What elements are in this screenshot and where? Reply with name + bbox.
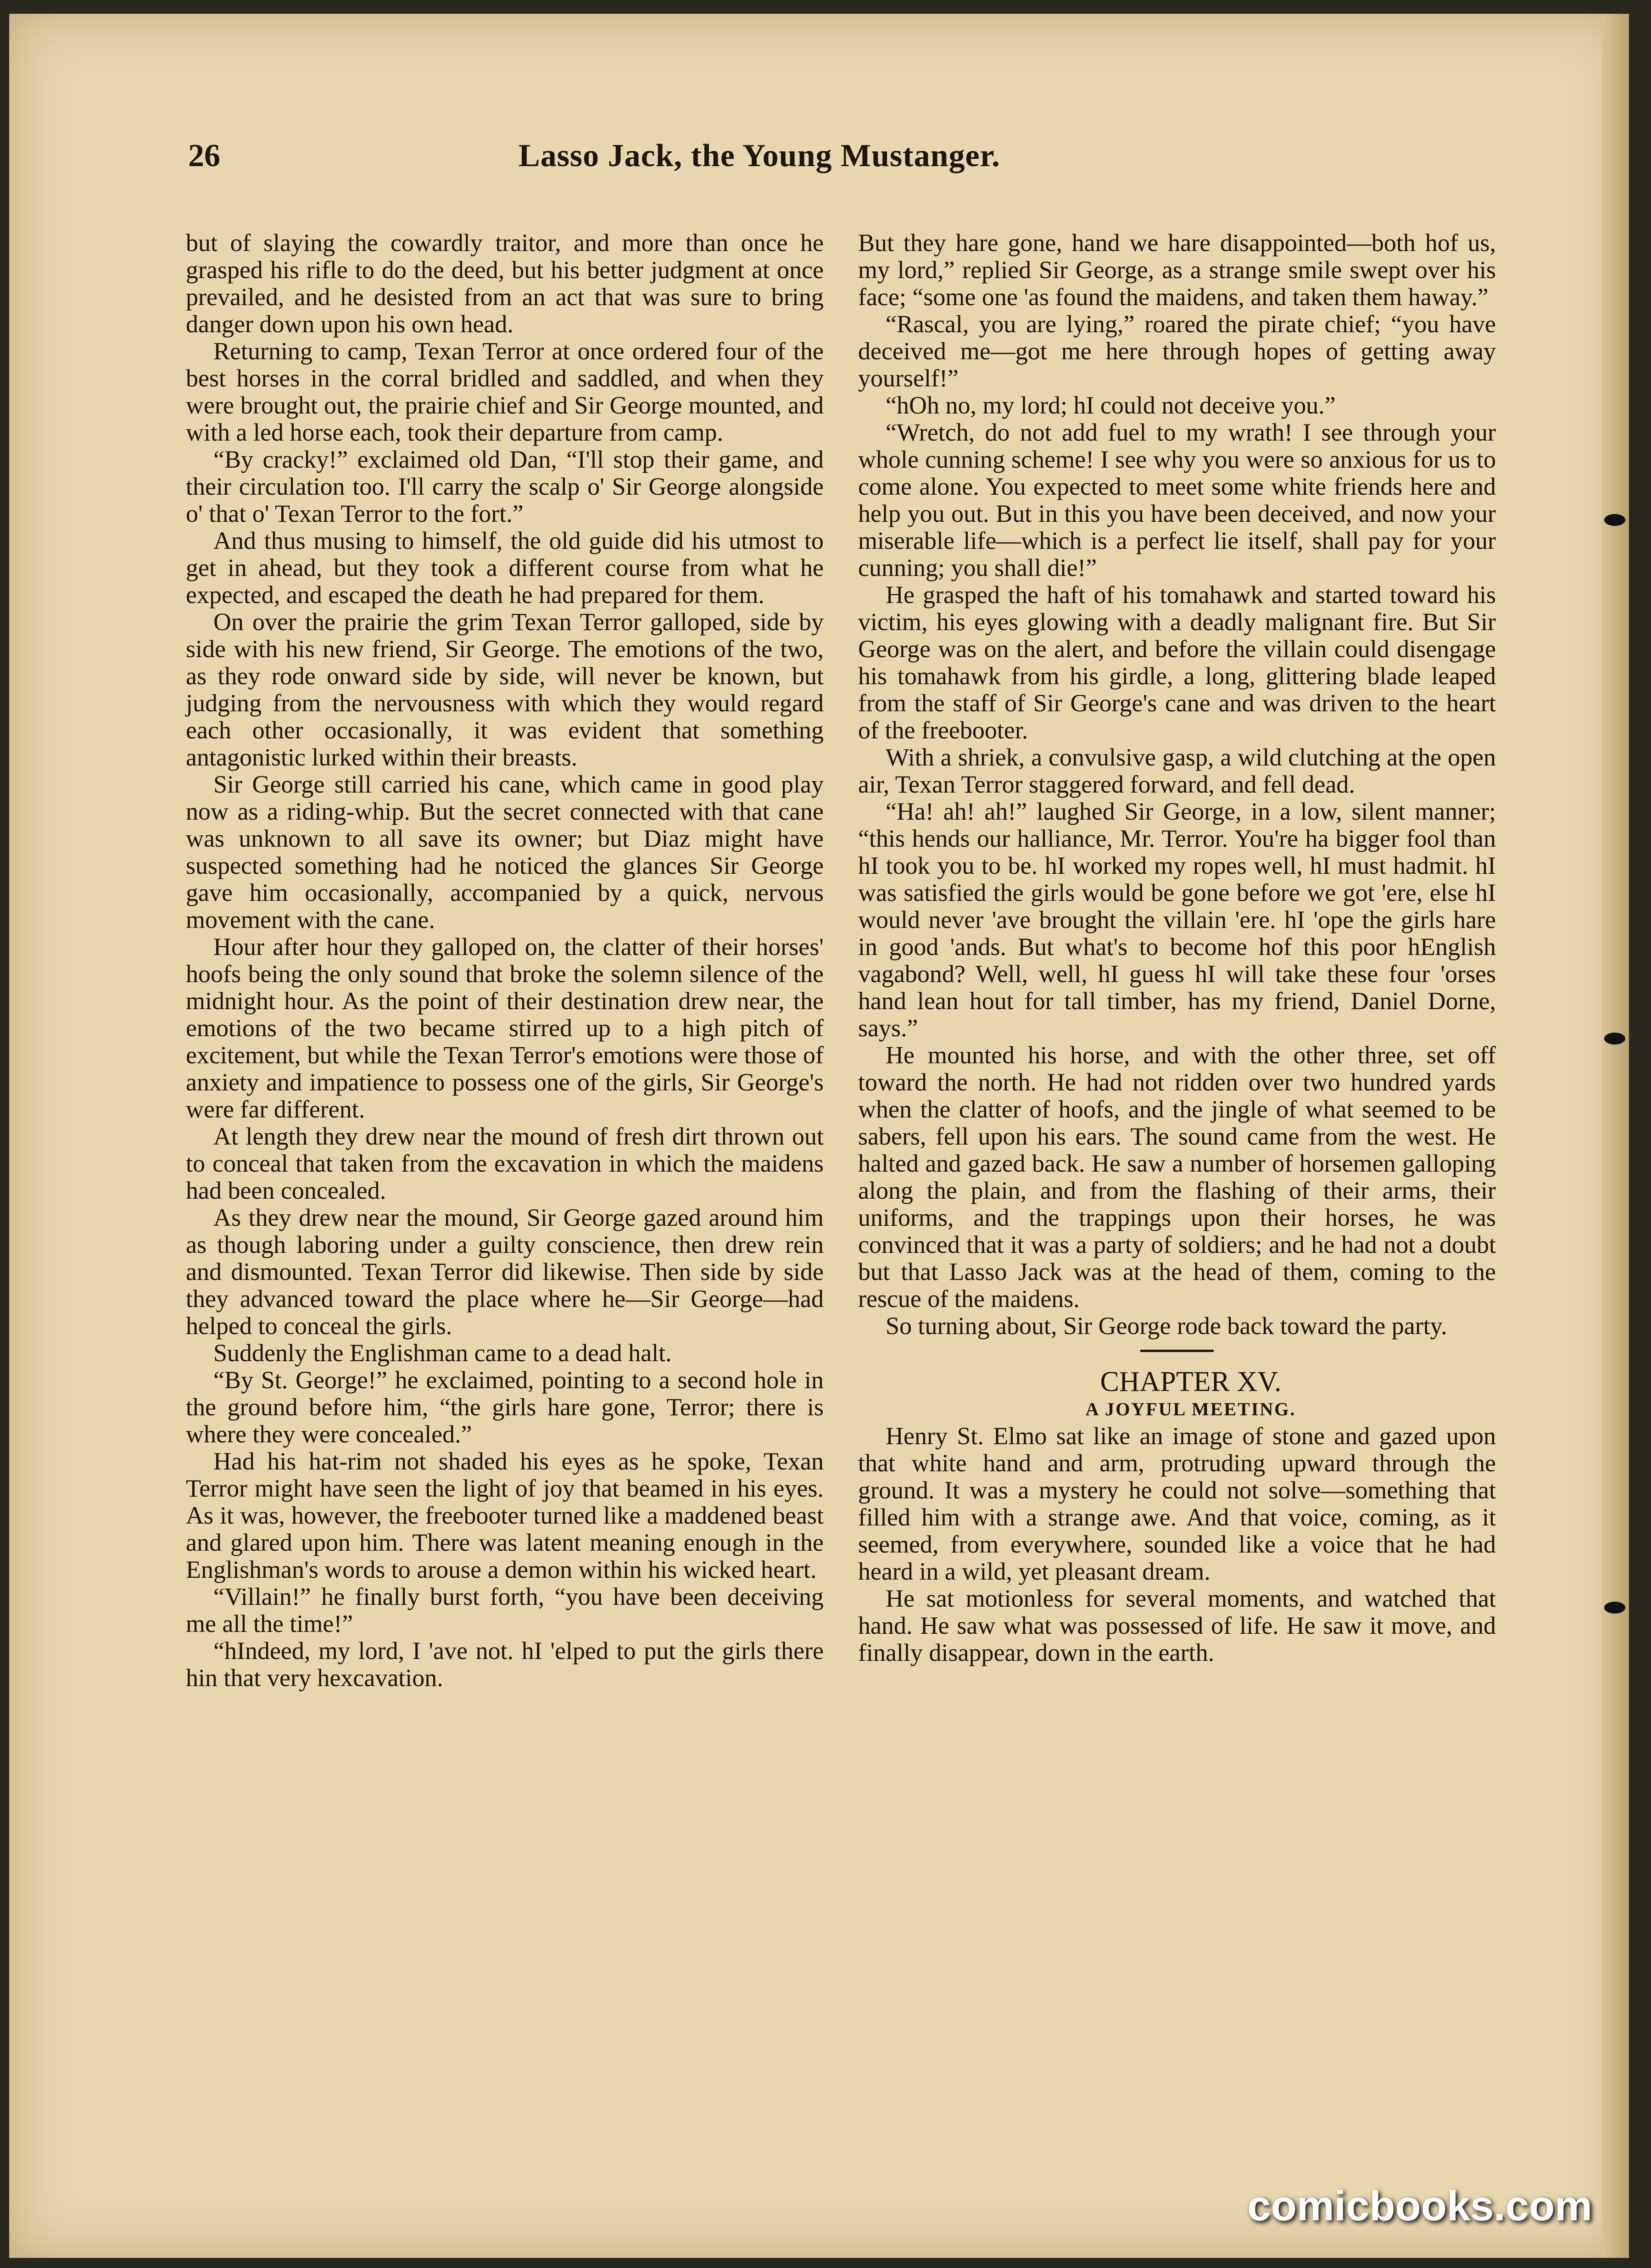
paragraph: but of slaying the cowardly traitor, and more than once he grasped his rifle to do the deed, but his better judgment at once prevailed, and he desisted from an act that was sure to bring danger down upon his own head. [186, 229, 824, 338]
paragraph: On over the prairie the grim Texan Terror galloped, side by side with his new friend, Sir George. The emotions of the two, as they rode onward side by side, will never be known, but judging from the nervousness with which they would regard each other occasionally, it was evident that something antagonistic lurked within their breasts. [186, 608, 824, 771]
left-column [186, 229, 824, 1692]
printed-page [9, 14, 1629, 2258]
paragraph: “By cracky!” exclaimed old Dan, “I'll stop their game, and their circulation too. I'll carry the scalp o' Sir George alongside o' that o' Texan Terror to the fort.” [186, 446, 824, 527]
paragraph: He sat motionless for several moments, and watched that hand. He saw what was possessed of life. He saw it move, and finally disappear, down in the earth. [858, 1585, 1496, 1666]
paragraph: At length they drew near the mound of fresh dirt thrown out to conceal that taken from the excavation in which the maidens had been concealed. [186, 1123, 824, 1204]
right-column [858, 229, 1496, 1666]
page-number: 26 [188, 138, 220, 173]
running-title: Lasso Jack, the Young Mustanger. [519, 138, 1000, 173]
site-watermark: comicbooks.com [1247, 2183, 1592, 2229]
paragraph: Suddenly the Englishman came to a dead halt. [213, 1339, 672, 1367]
binding-hole [1604, 514, 1625, 526]
paragraph: Sir George still carried his cane, which came in good play now as a riding-whip. But the secret connected with that cane was unknown to all save its owner; but Diaz might have suspected something had he noticed the glances Sir George gave him occasionally, accompanied by a quick, nervous movement with the cane. [186, 771, 824, 933]
page-header [188, 138, 1519, 202]
paragraph: “By St. George!” he exclaimed, pointing to a second hole in the ground before him, “the girls hare gone, Terror; there is where they were concealed.” [186, 1366, 824, 1448]
paragraph: “Ha! ah! ah!” laughed Sir George, in a low, silent manner; “this hends our halliance, Mr. Terror. You're ha bigger fool than hI took you to be. hI worked my ropes well, hI must hadmit. hI was satisfied the girls would be gone before we got 'ere, else hI would never 'ave brought the villain 'ere. hI 'ope the girls hare in good 'ands. But what's to become hof this poor hEnglish vagabond? Well, well, hI guess hI will take these four 'orses hand lean hout for tall timber, has my friend, Daniel Dorne, says.” [858, 798, 1496, 1042]
paragraph: But they hare gone, hand we hare disappointed—both hof us, my lord,” replied Sir George, as a strange smile swept over his face; “some one 'as found the maidens, and taken them haway.” [858, 229, 1496, 311]
paragraph: “Rascal, you are lying,” roared the pirate chief; “you have deceived me—got me here through hopes of getting away yourself!” [858, 310, 1496, 392]
chapter-subtitle: A JOYFUL MEETING. [1085, 1399, 1296, 1419]
paragraph: “Wretch, do not add fuel to my wrath! I see through your whole cunning scheme! I see why you were so anxious for us to come alone. You expected to meet some white friends here and help you out. But in this you have been deceived, and now your miserable life—which is a perfect lie itself, shall pay for your cunning; you shall die!” [858, 419, 1496, 581]
paragraph: “hOh no, my lord; hI could not deceive you.” [886, 391, 1336, 419]
paragraph: “hIndeed, my lord, I 'ave not. hI 'elped to put the girls there hin that very hexcavation. [186, 1637, 824, 1692]
paragraph: As they drew near the mound, Sir George gazed around him as though laboring under a guilty conscience, then drew rein and dismounted. Texan Terror did likewise. Then side by side they advanced toward the place where he—Sir George—had helped to conceal the girls. [186, 1204, 824, 1340]
paragraph: Henry St. Elmo sat like an image of stone and gazed upon that white hand and arm, protruding upward through the ground. It was a mystery he could not solve—something that filled him with a strange awe. And that voice, coming, as it seemed, from everywhere, sounded like a voice that he had heard in a wild, yet pleasant dream. [858, 1422, 1496, 1585]
paragraph: With a shriek, a convulsive gasp, a wild clutching at the open air, Texan Terror staggered forward, and fell dead. [858, 743, 1496, 798]
paragraph: He mounted his horse, and with the other three, set off toward the north. He had not ridden over two hundred yards when the clatter of hoofs, and the jingle of what seemed to be sabers, fell upon his ears. The sound came from the west. He halted and gazed back. He saw a number of horsemen galloping along the plain, and from the flashing of their arms, their uniforms, and the trappings upon their horses, he was convinced that it was a party of soldiers; and he had not a doubt but that Lasso Jack was at the head of them, coming to the rescue of the maidens. [858, 1041, 1496, 1313]
paragraph: He grasped the haft of his tomahawk and started toward his victim, his eyes glowing with a deadly malignant fire. But Sir George was on the alert, and before the villain could disengage his tomahawk from his girdle, a long, glittering blade leaped from the staff of Sir George's cane and was driven to the heart of the freebooter. [858, 581, 1496, 744]
paragraph: And thus musing to himself, the old guide did his utmost to get in ahead, but they took a different course from what he expected, and escaped the death he had prepared for them. [186, 527, 824, 609]
paragraph: Hour after hour they galloped on, the clatter of their horses' hoofs being the only sound that broke the solemn silence of the midnight hour. As the point of their destination drew near, the emotions of the two became stirred up to a high pitch of excitement, but while the Texan Terror's emotions were those of anxiety and impatience to possess one of the girls, Sir George's were far different. [186, 933, 824, 1123]
binding-hole [1604, 1033, 1625, 1045]
paragraph: So turning about, Sir George rode back toward the party. [886, 1312, 1447, 1340]
section-divider [1140, 1350, 1214, 1352]
chapter-title: CHAPTER XV. [1100, 1366, 1282, 1397]
paragraph: Had his hat-rim not shaded his eyes as he spoke, Texan Terror might have seen the light of joy that beamed in his eyes. As it was, however, the freebooter turned like a maddened beast and glared upon him. There was latent meaning enough in the Englishman's words to arouse a demon within his wicked heart. [186, 1447, 824, 1583]
page-edge [1601, 14, 1629, 2258]
paragraph: Returning to camp, Texan Terror at once ordered four of the best horses in the corral bridled and saddled, and when they were brought out, the prairie chief and Sir George mounted, and with a led horse each, took their departure from camp. [186, 337, 824, 446]
binding-hole [1604, 1602, 1625, 1614]
paragraph: “Villain!” he finally burst forth, “you have been deceiving me all the time!” [186, 1583, 824, 1637]
